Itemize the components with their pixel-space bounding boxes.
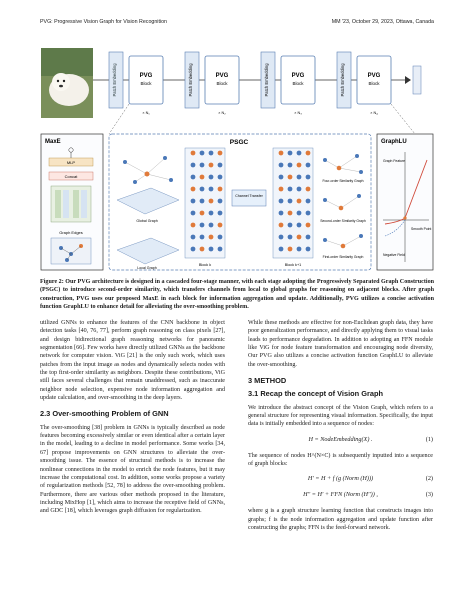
graph-node: [279, 247, 284, 252]
graph-node: [209, 175, 214, 180]
graph-node: [218, 175, 223, 180]
graph-node: [288, 187, 293, 192]
graph-node: [200, 223, 205, 228]
graph-node: [297, 223, 302, 228]
graph-node: [218, 187, 223, 192]
pvg-label: PVG: [215, 73, 229, 79]
graph-node: [218, 211, 223, 216]
graph-node: [306, 235, 311, 240]
graph-node: [297, 247, 302, 252]
maxe-title: MaxE: [45, 139, 61, 145]
equation-number: (1): [425, 435, 433, 443]
graph-node: [191, 151, 196, 156]
graph-node: [288, 223, 293, 228]
graph-node: [200, 247, 205, 252]
graph-node: [297, 187, 302, 192]
stage-2: [185, 52, 239, 115]
equation-2: [248, 475, 433, 484]
graph-node: [297, 163, 302, 168]
global-graph-label: Global Graph: [136, 219, 158, 223]
pipeline-stages: [93, 52, 421, 115]
repeat-label: × N₁: [142, 111, 150, 115]
stage-1: [109, 52, 163, 115]
equation-body: H' = H + f (g (Norm (H))): [307, 475, 374, 483]
graph-node: [218, 199, 223, 204]
local-graph-label: Local Graph: [137, 266, 157, 270]
graph-node: [306, 175, 311, 180]
channel-transfer-label: Channel Transfer: [235, 194, 263, 198]
graph-node: [279, 223, 284, 228]
maxe-panel: [41, 134, 103, 270]
caption-text: Figure 2: Our PVG architecture is designed in a cascaded four-stage manner, with each stage adopting the Progressively Separated Graph Construction (PSGC) to introduce second-order similarity, which transfers channels from local to global graphs for reasoning on adjacent blocks. After graph construction, PVG uses our proposed MaxE in each block for information aggregation and update. Additionally, PVG utilizes a concise activation function GraphLU to enhance detail for alleviating the over-smoothing problem.: [40, 279, 434, 311]
maxe-concat: Concat: [64, 174, 78, 179]
graph-node: [288, 247, 293, 252]
graph-node: [218, 223, 223, 228]
pvg-label: PVG: [139, 73, 153, 79]
equation-number: (2): [425, 475, 433, 483]
graph-node: [306, 223, 311, 228]
graph-node: [209, 211, 214, 216]
repeat-label: × N₄: [370, 111, 378, 115]
graph-node: [209, 199, 214, 204]
maxe-mlp: MLP: [66, 160, 76, 165]
equation-number: (3): [425, 491, 433, 499]
graph-node: [279, 235, 284, 240]
graph-node: [306, 199, 311, 204]
four-order-label: Four-order Similarity Graph: [322, 179, 364, 183]
second-order-label: Second-order Similarity Graph: [320, 219, 366, 223]
paragraph: We introduce the abstract concept of the Vision Graph, which refers to a general structure for representing visual information. Specifically, the input data is initially embedded into a sequence of nodes:: [248, 404, 433, 428]
graph-node: [191, 187, 196, 192]
block-label: Block: [292, 81, 304, 86]
graph-node: [297, 175, 302, 180]
equation-1: [248, 436, 433, 445]
graph-node: [209, 151, 214, 156]
psgc-title: PSGC: [229, 139, 249, 146]
graph-node: [288, 175, 293, 180]
graph-node: [200, 211, 205, 216]
graph-node: [209, 163, 214, 168]
graph-node: [306, 151, 311, 156]
first-order-label: First-order Similarity Graph: [322, 255, 364, 259]
graph-node: [209, 247, 214, 252]
graph-node: [306, 247, 311, 252]
graph-node: [279, 211, 284, 216]
header-title: PVG: Progressive Vision Graph for Vision Recognition: [40, 19, 167, 25]
stage-3: [261, 52, 315, 115]
graph-node: [288, 151, 293, 156]
graph-node: [306, 211, 311, 216]
graph-node: [200, 235, 205, 240]
graph-node: [218, 247, 223, 252]
graph-node: [288, 163, 293, 168]
pvg-label: PVG: [291, 73, 305, 79]
running-header: [40, 19, 434, 29]
graph-node: [191, 175, 196, 180]
graph-feature-label: Graph Feature: [383, 159, 406, 163]
graph-node: [279, 151, 284, 156]
graph-node: [288, 211, 293, 216]
patch-embedding-label: Patch Embedding: [264, 63, 269, 97]
graph-node: [288, 199, 293, 204]
graph-node: [200, 163, 205, 168]
section-heading: 2.3 Over-smoothing Problem of GNN: [40, 409, 169, 419]
block-k1-label: Block k+1: [284, 263, 302, 267]
graph-node: [191, 247, 196, 252]
section-heading: 3 METHOD: [248, 376, 287, 386]
pvg-label: PVG: [367, 73, 381, 79]
block-label: Block: [140, 81, 152, 86]
graph-node: [297, 151, 302, 156]
architecture-figure: [39, 40, 435, 272]
paragraph: While these methods are effective for non-Euclidean graph data, they have poor generalization performance, and directly applying them to visual tasks leads to performance degradation. In addition to adopting an FFN module like ViG for node feature transformation and encouraging node diversity, Our PVG also utilizes a concise activation function GraphLU to alleviate the over-smoothing.: [248, 320, 433, 368]
patch-embedding-label: Patch Embedding: [340, 63, 345, 97]
graph-node: [279, 175, 284, 180]
graph-node: [191, 211, 196, 216]
graph-node: [279, 199, 284, 204]
patch-embedding-label: Patch Embedding: [188, 63, 193, 97]
patch-embedding-label: Patch Embedding: [112, 63, 117, 97]
graph-node: [191, 163, 196, 168]
graph-node: [306, 187, 311, 192]
graph-node: [218, 235, 223, 240]
negative-field-label: Negative Field: [383, 253, 405, 257]
figure-caption: [40, 278, 434, 312]
graph-node: [200, 151, 205, 156]
input-image: [41, 48, 93, 118]
graph-node: [209, 187, 214, 192]
graph-node: [191, 223, 196, 228]
paragraph: The over-smoothing [38] problem in GNNs is typically described as node features becoming excessively similar or even identical after a certain layer in the model, leading to a decline in model performance. Some works [34, 67] propose improvements on GNN structures to alleviate the over-smoothing issue. The essence of structural methods is to increase the nonlinear connections in the model to enrich the node features, but it may increase the computational cost. In addition, some works propose a variety of regularization methods [52, 78] to address the over-smoothing problem. Furthermore, there are various other methods proposed in the literature, including MixHop [1], which aims to increase the receptive field of GNNs, and GDC [18], which leverages graph diffusion for regularization.: [40, 424, 225, 515]
equation-3: [248, 491, 433, 500]
equation-body: H = NodeEmbedding(X) .: [308, 435, 373, 443]
subsection-heading: 3.1 Recap the concept of Vision Graph: [248, 389, 383, 399]
repeat-label: × N₃: [294, 111, 302, 115]
paragraph: The sequence of nodes H^(N×C) is subsequently inputted into a sequence of graph blocks:: [248, 452, 433, 468]
left-column: [40, 319, 225, 518]
graph-node: [306, 163, 311, 168]
block-label: Block: [368, 81, 380, 86]
graph-node: [218, 163, 223, 168]
graph-node: [297, 235, 302, 240]
graph-node: [200, 175, 205, 180]
equation-body: H'' = H' + FFN (Norm (H'')) ,: [303, 491, 378, 499]
graph-node: [297, 211, 302, 216]
maxe-graph-edges: Graph Edges: [59, 230, 83, 235]
block-label: Block: [216, 81, 228, 86]
graph-node: [209, 235, 214, 240]
graph-node: [209, 223, 214, 228]
graph-node: [200, 199, 205, 204]
graph-node: [279, 163, 284, 168]
right-column: [248, 319, 433, 535]
psgc-panel: [109, 134, 371, 270]
graphlu-panel: [377, 134, 433, 270]
graphlu-title: GraphLU: [381, 139, 407, 145]
graph-node: [297, 199, 302, 204]
smooth-point-label: Smooth Point: [411, 227, 432, 231]
graph-node: [191, 235, 196, 240]
graph-node: [218, 151, 223, 156]
graph-node: [288, 235, 293, 240]
paragraph: utilized GNNs to enhance the features of the CNN backbone in object detection tasks [40, 76, 77], perform graph reasoning on class pixels [27], and design bidirectional graph reasoning networks for panoramic segmentation [66]. Few works have directly utilized GNNs as the backbone network for computer vision. ViG [21] is the only such work, which uses patches from the input image as nodes and dynamically selects nodes with the top first-order similarity as neighbors. Despite these contributions, ViG still faces several challenges that remain unaddressed, such as inaccurate neighbor node selection, expensive node information aggregation and update calculation, and over-smoothing in the deep layers.: [40, 320, 225, 402]
graph-node: [200, 187, 205, 192]
graph-node: [191, 199, 196, 204]
repeat-label: × N₂: [218, 111, 226, 115]
graph-node: [279, 187, 284, 192]
block-k-label: Block k: [198, 263, 212, 267]
header-venue: MM '23, October 29, 2023, Ottawa, Canada: [331, 19, 434, 25]
stage-4: [337, 52, 391, 115]
paragraph: where g is a graph structure learning function that constructs images into graphs; f is the node information aggregation and update function after constructing the graphs; FFN is the feed-forward network.: [248, 508, 433, 532]
